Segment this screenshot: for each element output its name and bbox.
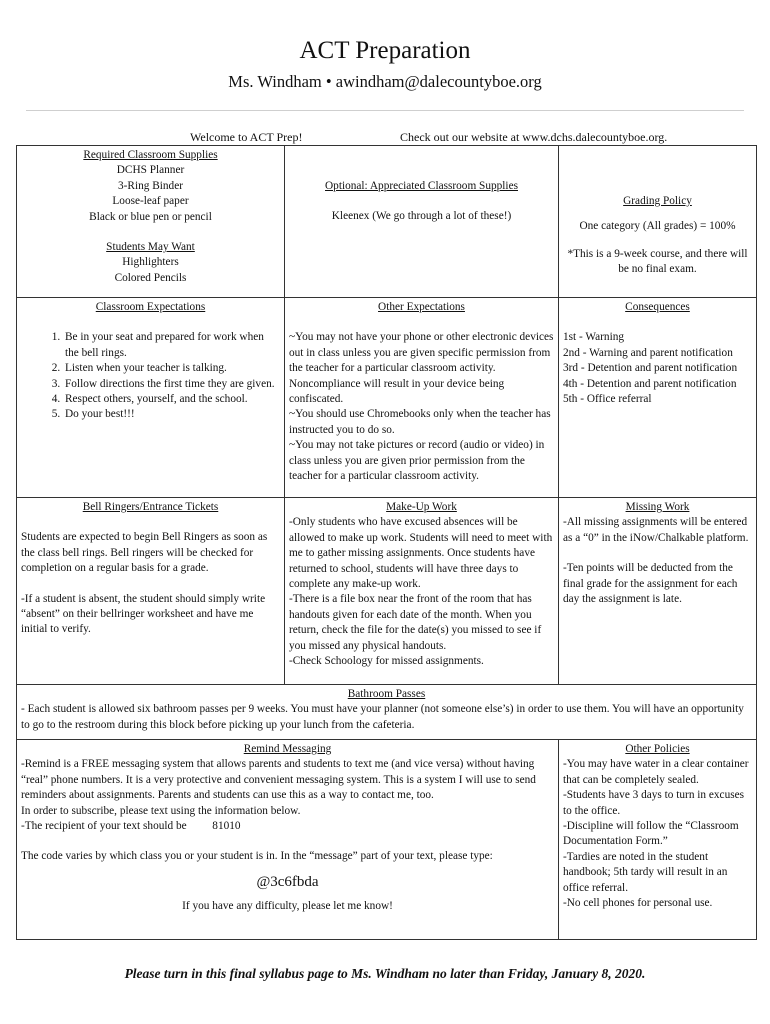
other-policies-cell [559, 740, 757, 940]
optional-supplies-cell [285, 146, 559, 298]
consequence-item: 3rd - Detention and parent notification [563, 362, 738, 375]
work-policies-row [17, 498, 757, 685]
remind-code-instruction: The code varies by which class you or your student is in. In the “message” part of your text, please type: [21, 850, 493, 863]
other-expectations-heading: Other Expectations [378, 301, 465, 313]
other-policy-item: -Students have 3 days to turn in excuses to the office. [563, 789, 745, 817]
other-expectations-cell [285, 298, 559, 498]
page-title: ACT Preparation [299, 37, 471, 64]
classroom-expectations-list [21, 330, 280, 422]
remind-recipient-label: -The recipient of your text should be [21, 820, 187, 833]
classroom-expectations-heading: Classroom Expectations [95, 301, 206, 313]
bathroom-passes-text: - Each student is allowed six bathroom passes per 9 weeks. You must have your planner (not someone else’s) in order to use them. You will have an opportunity to go to the restroom during this block before picking up your lunch from the cafeteria. [21, 703, 744, 731]
grading-note: *This is a 9-week course, and there will be no final exam. [567, 247, 748, 276]
bathroom-passes-heading: Bathroom Passes [347, 688, 426, 700]
missing-work-cell [559, 498, 757, 685]
required-supplies-heading: Required Classroom Supplies [83, 149, 218, 161]
remind-paragraph: -Remind is a FREE messaging system that allows parents and students to text me (and vice versa) without having “real” phone numbers. It is a very protective and convenient messaging system. This is a system I will use to send reminders about assignments. Parents and students can use this as a way to contact me, too. [21, 758, 536, 802]
makeup-work-paragraph: -Only students who have excused absences will be allowed to make up work. Students will need to meet with me to gather missing assignments. Once students have returned to school, students will have three days to complete any make-up work. [289, 516, 553, 591]
classroom-expectations-cell [17, 298, 285, 498]
bathroom-passes-cell [17, 685, 757, 740]
supply-item: DCHS Planner [116, 164, 185, 177]
supply-item: Black or blue pen or pencil [89, 210, 212, 223]
consequences-heading: Consequences [625, 301, 690, 313]
students-may-want-heading: Students May Want [106, 241, 195, 254]
other-expectation-paragraph: ~You should use Chromebooks only when the teacher has instructed you to do so. [289, 408, 551, 436]
footer-note: Please turn in this final syllabus page to Ms. Windham no later than Friday, January 8, 2020. [124, 966, 646, 981]
expectation-item: 4. Respect others, yourself, and the school. [63, 392, 280, 407]
consequences-cell [559, 298, 757, 498]
remind-messaging-heading: Remind Messaging [243, 743, 332, 755]
bathroom-row [17, 685, 757, 740]
grading-category: One category (All grades) = 100% [579, 220, 736, 233]
teacher-contact: Ms. Windham • awindham@dalecountyboe.org [228, 72, 542, 91]
other-policy-item: -Discipline will follow the “Classroom Documentation Form.” [563, 820, 739, 848]
bell-ringers-paragraph: -If a student is absent, the student should simply write “absent” on their bellringer worksheet and have me initial to verify. [21, 592, 266, 636]
grading-policy-cell [559, 146, 757, 298]
consequence-item: 4th - Detention and parent notification [563, 377, 737, 390]
grading-policy-heading: Grading Policy [623, 195, 692, 207]
bell-ringers-paragraph: Students are expected to begin Bell Ringers as soon as the class bell rings. Bell ringers will be checked for completion on a regular basis for a grade. [21, 531, 268, 575]
bell-ringers-heading: Bell Ringers/Entrance Tickets [82, 501, 219, 513]
supplies-row [17, 146, 757, 298]
expectation-item: 2. Listen when your teacher is talking. [63, 361, 280, 376]
header-divider [26, 110, 744, 111]
missing-work-paragraph: -All missing assignments will be entered as a “0” in the iNow/Chalkable platform. [563, 516, 749, 544]
remind-row [17, 740, 757, 940]
consequence-item: 2nd - Warning and parent notification [563, 346, 733, 359]
expectation-item: 1. Be in your seat and prepared for work when the bell rings. [63, 330, 280, 361]
optional-supplies-text: Kleenex (We go through a lot of these!) [331, 210, 512, 223]
remind-recipient [21, 819, 554, 834]
website-text: Check out our website at www.dchs.dalecountyboe.org. [400, 130, 668, 144]
bell-ringers-cell [17, 498, 285, 685]
expectation-item: 3. Follow directions the first time they are given. [63, 377, 280, 392]
remind-difficulty-note: If you have any difficulty, please let me know! [182, 899, 393, 912]
supply-item: Loose-leaf paper [112, 195, 189, 208]
may-want-item: Colored Pencils [114, 271, 187, 284]
expectations-row [17, 298, 757, 498]
expectation-item: 5. Do your best!!! [63, 407, 280, 422]
missing-work-heading: Missing Work [625, 501, 690, 513]
remind-messaging-cell [17, 740, 559, 940]
remind-recipient-number: 81010 [212, 820, 241, 833]
other-expectation-paragraph: ~You may not have your phone or other electronic devices out in class unless you are given specific permission from the teacher for a particular classroom activity. Noncompliance will result in your device being confiscated. [289, 331, 554, 406]
supply-item: 3-Ring Binder [118, 179, 183, 192]
makeup-work-cell [285, 498, 559, 685]
other-policy-item: -No cell phones for personal use. [563, 897, 713, 910]
other-policy-item: -You may have water in a clear container that can be completely sealed. [563, 758, 749, 786]
remind-paragraph: In order to subscribe, please text using the information below. [21, 804, 301, 817]
other-policies-heading: Other Policies [625, 743, 690, 755]
other-expectation-paragraph: ~You may not take pictures or record (audio or video) in class unless you are given prior permission from the teacher for a particular classroom activity. [289, 439, 545, 483]
consequence-item: 1st - Warning [563, 331, 625, 344]
missing-work-paragraph: -Ten points will be deducted from the final grade for the assignment for each day the assignment is late. [563, 562, 738, 606]
makeup-work-paragraph: -There is a file box near the front of the room that has handouts given for each date of the month. When you return, check the file for the date(s) you missed to see if you missed any physical handouts. [289, 593, 542, 652]
syllabus-table [16, 145, 757, 940]
makeup-work-paragraph: -Check Schoology for missed assignments. [289, 655, 484, 668]
required-supplies-cell [17, 146, 285, 298]
makeup-work-heading: Make-Up Work [386, 501, 457, 513]
consequence-item: 5th - Office referral [563, 393, 652, 406]
remind-class-code: @3c6fbda [256, 873, 319, 890]
welcome-text: Welcome to ACT Prep! [190, 130, 303, 144]
may-want-item: Highlighters [122, 256, 179, 269]
other-policy-item: -Tardies are noted in the student handbook; 5th tardy will result in an office referral. [563, 850, 728, 894]
optional-supplies-heading: Optional: Appreciated Classroom Supplies [325, 180, 518, 192]
